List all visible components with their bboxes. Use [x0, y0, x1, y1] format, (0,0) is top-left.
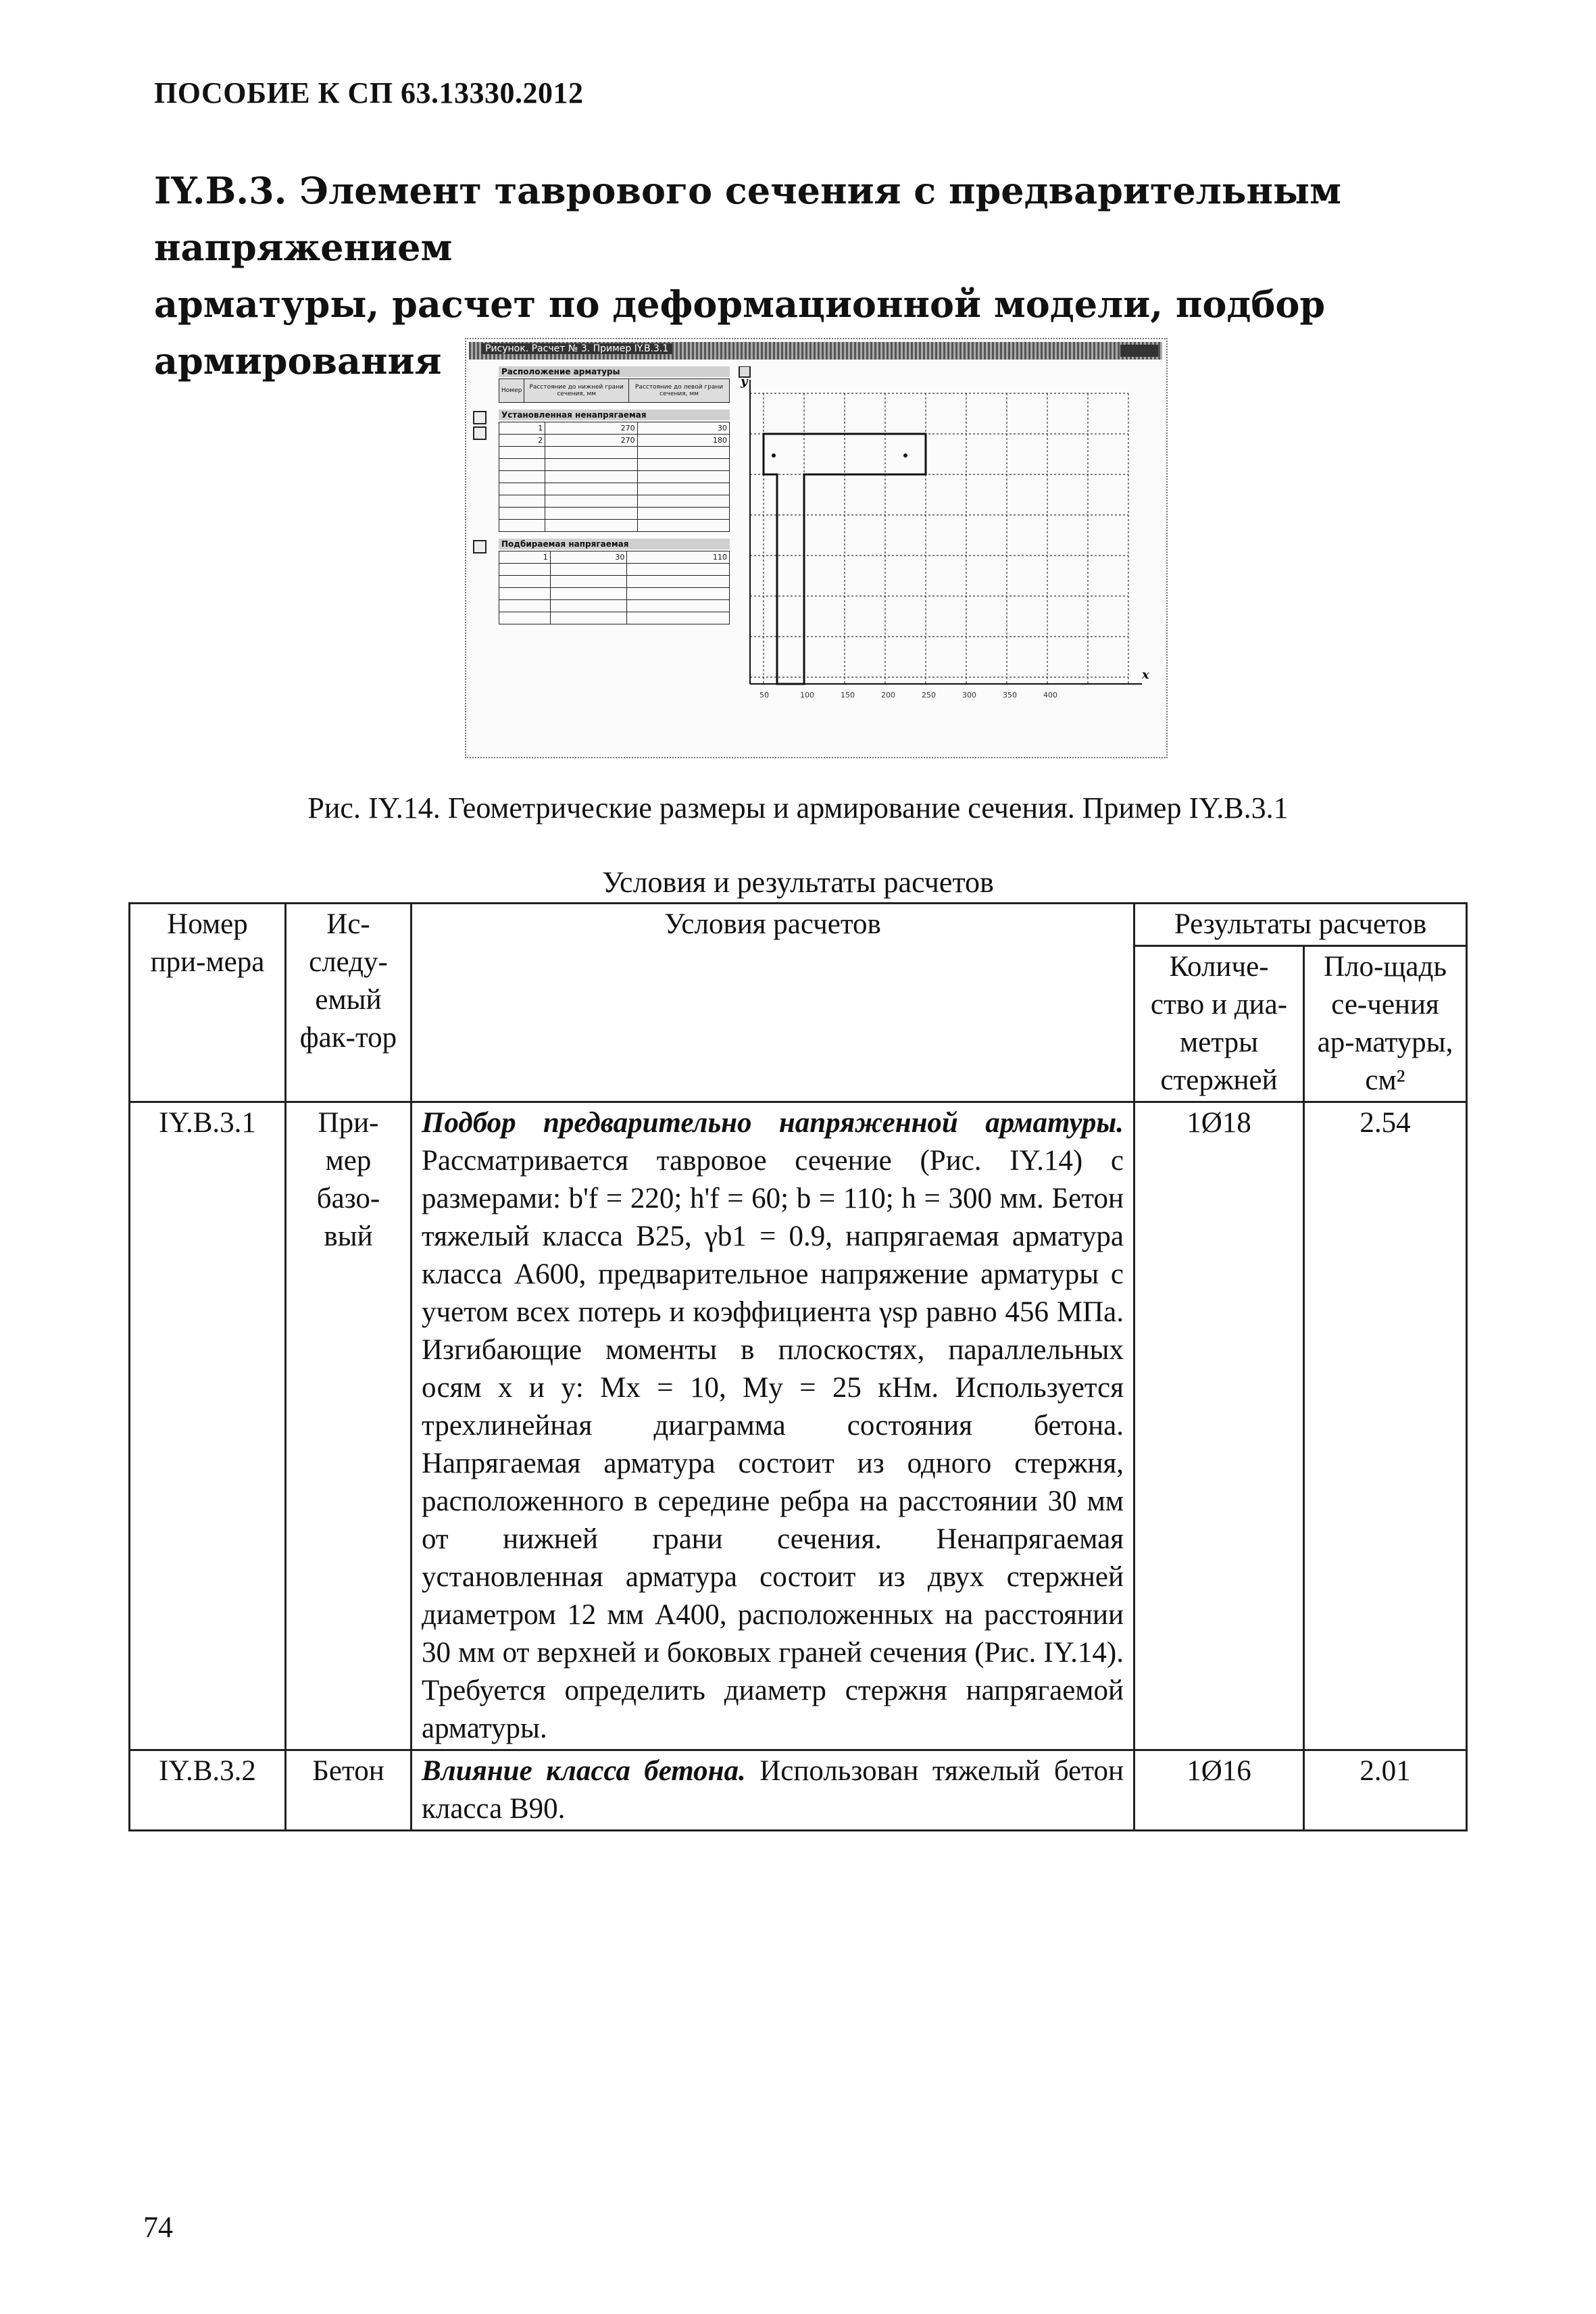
window-buttons-icon: [1120, 345, 1158, 357]
x-tick-label: 200: [881, 691, 895, 699]
row-count: 1Ø18: [1134, 1102, 1304, 1750]
check-icon: [473, 426, 487, 440]
cell: [627, 564, 730, 576]
rebar-point: [772, 453, 776, 458]
cell: 30: [637, 422, 729, 435]
x-tick-label: 50: [759, 691, 769, 699]
cell: 30: [550, 551, 627, 564]
header-number: Номер при-мера: [130, 904, 286, 1102]
figure-window-titlebar: [469, 342, 1162, 360]
row-number: IY.B.3.1: [130, 1102, 286, 1750]
x-tick-label: 100: [800, 691, 814, 699]
section-plot: [737, 366, 1155, 738]
cell: [637, 508, 729, 520]
section-title-line-2: арматуры, расчет по деформационной модели, подбор армирования: [154, 282, 1326, 383]
cell: [499, 520, 545, 532]
panel1-header-0: Номер: [499, 379, 524, 403]
panel-prestressed-rebar: [473, 539, 730, 624]
rebar-point: [903, 453, 907, 458]
x-tick-label: 250: [922, 691, 936, 699]
row-conditions: [412, 1102, 1134, 1750]
row-count: 1Ø16: [1134, 1750, 1304, 1831]
x-axis-label: x: [1142, 668, 1149, 682]
check-icon: [473, 540, 487, 553]
cell: [550, 576, 627, 588]
row-area: 2.54: [1304, 1102, 1467, 1750]
cell: [499, 459, 545, 471]
x-tick-label: 350: [1003, 691, 1017, 699]
cell: [637, 520, 729, 532]
cell: [545, 520, 637, 532]
cell: [627, 612, 730, 624]
header-count: Количе-ство и диа-метры стержней: [1134, 946, 1304, 1102]
results-table: [128, 902, 1468, 1831]
row-conditions-text: Использован тяжелый бетон класса B90.: [422, 1755, 1124, 1825]
figure-screenshot: [465, 338, 1168, 758]
header-results: Результаты расчетов: [1134, 904, 1467, 946]
cell: [499, 471, 545, 483]
running-head: ПОСОБИЕ К СП 63.13330.2012: [154, 76, 584, 109]
cell: [627, 576, 730, 588]
panel1-header-table: [499, 378, 730, 403]
row-conditions-lead: Подбор предварительно напряженной арматуры.: [422, 1107, 1124, 1139]
table-header-row: [130, 904, 1467, 946]
cell: [545, 495, 637, 508]
cell: 110: [627, 551, 730, 564]
panel-installed-rebar: [473, 410, 730, 532]
panel-rebar-layout: [473, 366, 730, 403]
x-tick-labels: [759, 691, 1057, 699]
panel1-title: Расположение арматуры: [499, 366, 730, 377]
cell: [545, 459, 637, 471]
panel1-header-2: Расстояние до левой грани сечения, мм: [629, 379, 730, 403]
cell: [550, 588, 627, 600]
figure-left-panels: [473, 366, 730, 745]
table-row: [130, 1102, 1467, 1750]
x-tick-label: 150: [841, 691, 855, 699]
cell: [637, 483, 729, 495]
cell: [637, 495, 729, 508]
panel2-table: [499, 422, 730, 532]
table-row: [130, 1750, 1467, 1831]
cell: 1: [499, 551, 551, 564]
panel1-header-1: Расстояние до нижней грани сечения, мм: [524, 379, 629, 403]
cell: [499, 576, 551, 588]
cell: [637, 447, 729, 459]
cell: [499, 495, 545, 508]
cell: [499, 483, 545, 495]
cell: [499, 447, 545, 459]
header-area-unit: см²: [1365, 1064, 1405, 1096]
panel3-table: [499, 551, 730, 624]
row-number: IY.B.3.2: [130, 1750, 286, 1831]
x-tick-label: 400: [1043, 691, 1057, 699]
cell: [499, 508, 545, 520]
cell: [545, 447, 637, 459]
plot-axes: [750, 380, 1142, 684]
cell: 270: [545, 422, 637, 435]
table-title: Условия и результаты расчетов: [602, 866, 994, 899]
cell: 180: [637, 435, 729, 447]
cell: [545, 508, 637, 520]
figure-caption: Рис. IY.14. Геометрические размеры и армирование сечения. Пример IY.B.3.1: [307, 791, 1289, 824]
cell: 1: [499, 422, 545, 435]
check-icon: [473, 411, 487, 424]
row-conditions: [412, 1750, 1134, 1831]
cell: [637, 459, 729, 471]
x-tick-label: 300: [962, 691, 976, 699]
panel3-title: Подбираемая напрягаемая: [499, 539, 730, 549]
cell: [499, 600, 551, 612]
header-factor: Ис-следу-емый фак-тор: [286, 904, 412, 1102]
cell: 270: [545, 435, 637, 447]
y-axis-label: y: [741, 374, 748, 389]
cell: [499, 564, 551, 576]
header-area: [1304, 946, 1467, 1102]
header-area-label: Пло-щадь се-чения ар-матуры,: [1317, 951, 1453, 1058]
cell: [637, 471, 729, 483]
cell: [545, 483, 637, 495]
header-conditions: Условия расчетов: [412, 904, 1134, 1102]
cell: [499, 612, 551, 624]
row-area: 2.01: [1304, 1750, 1467, 1831]
cell: [499, 588, 551, 600]
section-title-line-1: IY.B.3. Элемент таврового сечения с предварительным напряжением: [154, 169, 1342, 269]
cell: 2: [499, 435, 545, 447]
row-conditions-text: Рассматривается тавровое сечение (Рис. IY.14) с размерами: b'f = 220; h'f = 60; b = 110; h = 300 мм. Бетон тяжелый класса B25, γb1 = 0.9, напрягаемая арматура класса А600, предварительное напряжение арматуры с учетом всех потерь и коэффициента γsp равно 456 МПа. Изгибающие моменты в плоскостях, параллельных осям x и y: Mx = 10, My = 25 кНм. Используется трехлинейная диаграмма состояния бетона. Напрягаемая арматура состоит из одного стержня, расположенного в середине ребра на расстоянии 30 мм от нижней грани сечения. Ненапрягаемая установленная арматура состоит из двух стержней диаметром 12 мм А400, расположенных на расстоянии 30 мм от верхней и боковых граней сечения (Рис. IY.14). Требуется определить диаметр стержня напрягаемой арматуры.: [422, 1145, 1124, 1744]
cell: [550, 600, 627, 612]
cell: [545, 471, 637, 483]
cell: [627, 588, 730, 600]
figure-window-title: Рисунок. Расчет № 3. Пример IY.B.3.1: [481, 343, 672, 354]
row-conditions-lead: Влияние класса бетона.: [422, 1755, 746, 1787]
row-factor: При-мер базо-вый: [286, 1102, 412, 1750]
plot-grid: [750, 393, 1128, 684]
page-number: 74: [143, 2211, 173, 2244]
cell: [550, 612, 627, 624]
row-factor: Бетон: [286, 1750, 412, 1831]
cell: [550, 564, 627, 576]
panel2-title: Установленная ненапрягаемая: [499, 410, 730, 420]
cell: [627, 600, 730, 612]
